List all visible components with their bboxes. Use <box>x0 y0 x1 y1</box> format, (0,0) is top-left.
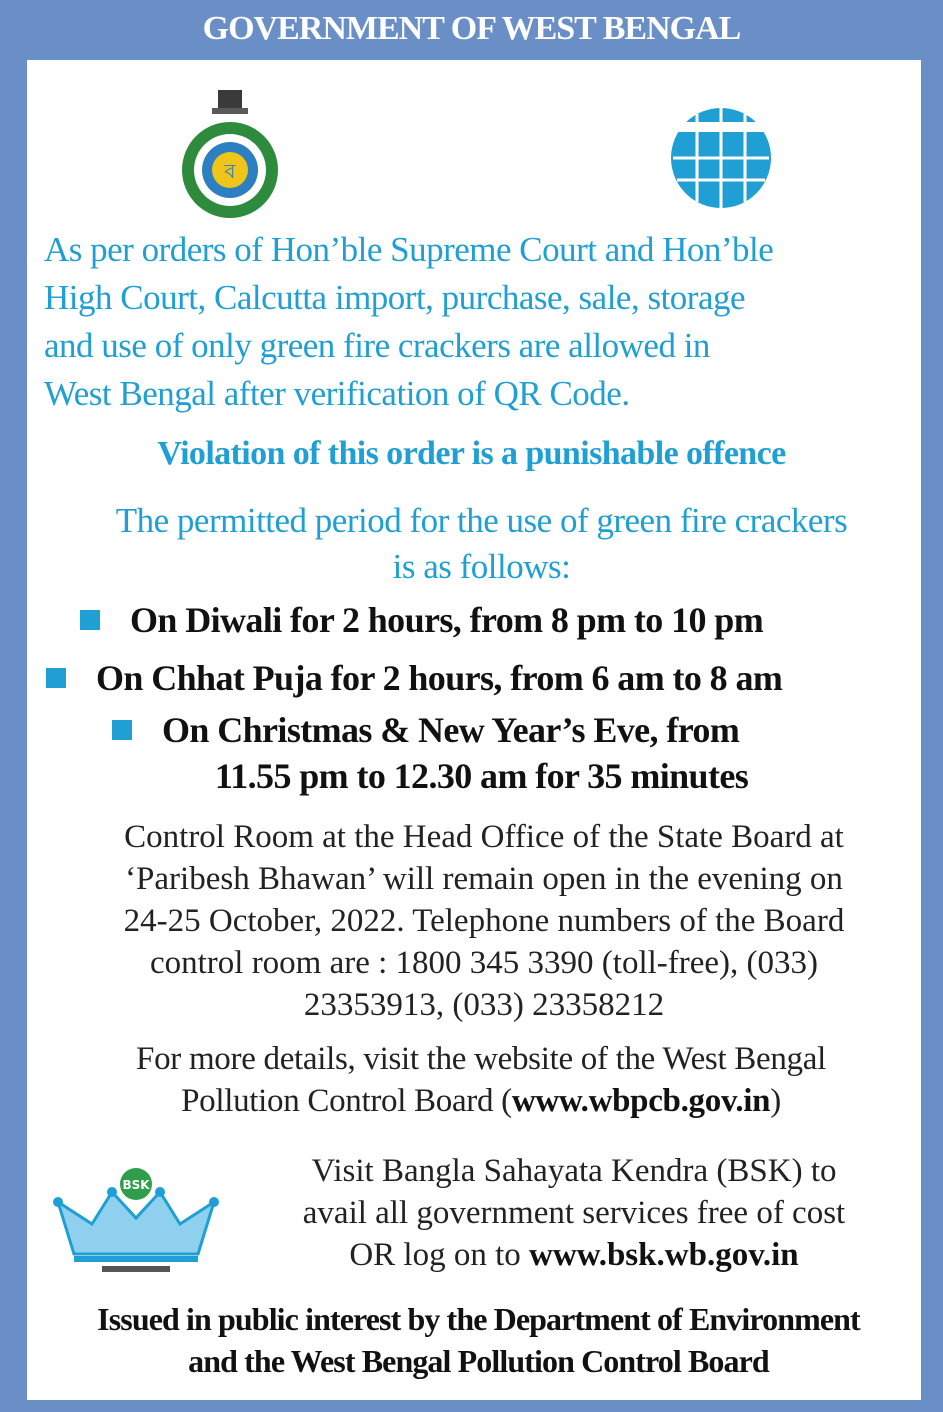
details-paragraph <box>0 1038 943 1122</box>
intro-paragraph <box>44 226 914 418</box>
bsk-line <box>248 1234 900 1276</box>
bullet-text: On Diwali for 2 hours, from 8 pm to 10 pm <box>130 600 764 640</box>
violation-notice: Violation of this order is a punishable offence <box>157 435 786 472</box>
west-bengal-emblem-icon <box>178 84 282 224</box>
bullet-text: On Christmas & New Year’s Eve, from <box>162 710 740 750</box>
control-line: 23353913, (033) 23358212 <box>303 987 665 1023</box>
header-title: GOVERNMENT OF WEST BENGAL <box>202 10 741 47</box>
issued-line: and the West Bengal Pollution Control Board <box>188 1343 769 1379</box>
square-bullet-icon <box>46 668 66 688</box>
period-line: The permitted period for the use of green fire crackers <box>115 501 848 540</box>
svg-text:ব: ব <box>224 159 236 183</box>
bullet-item-christmas-continued: 11.55 pm to 12.30 am for 35 minutes <box>214 756 749 796</box>
control-line: Control Room at the Head Office of the State Board at <box>124 819 844 855</box>
details-line <box>0 1080 943 1122</box>
details-line: For more details, visit the website of the West Bengal <box>136 1041 826 1077</box>
issued-line: Issued in public interest by the Department of Environment <box>97 1301 860 1337</box>
intro-line: and use of only green fire crackers are allowed in <box>44 326 710 365</box>
permitted-period-heading <box>0 498 943 590</box>
issued-by-footer <box>0 1298 943 1382</box>
square-bullet-icon <box>80 610 100 630</box>
bullet-text: On Chhat Puja for 2 hours, from 6 am to 8 am <box>96 658 783 698</box>
intro-line: As per orders of Hon’ble Supreme Court and Hon’ble <box>44 230 774 269</box>
bullet-item-diwali <box>80 596 763 644</box>
details-prefix: Pollution Control Board ( <box>181 1083 512 1119</box>
bsk-line: Visit Bangla Sahayata Kendra (BSK) to <box>311 1153 837 1189</box>
bsk-crown-icon <box>52 1162 220 1278</box>
period-line: is as follows: <box>392 547 571 586</box>
bullet-item-chhat-puja <box>46 654 782 702</box>
control-line: ‘Paribesh Bhawan’ will remain open in the evening on <box>125 861 843 897</box>
wbpcb-website-link[interactable]: www.wbpcb.gov.in <box>511 1083 771 1119</box>
bsk-line: avail all government services free of cost <box>302 1195 846 1231</box>
control-line: control room are : 1800 345 3390 (toll-free), (033) <box>149 945 819 981</box>
intro-line: West Bengal after verification of QR Code. <box>44 374 630 413</box>
bsk-website-link[interactable]: www.bsk.wb.gov.in <box>529 1237 799 1273</box>
bsk-paragraph <box>248 1150 900 1276</box>
intro-line: High Court, Calcutta import, purchase, sale, storage <box>44 278 746 317</box>
bsk-prefix: OR log on to <box>349 1237 530 1273</box>
control-room-paragraph <box>0 816 943 1026</box>
square-bullet-icon <box>112 720 132 740</box>
details-suffix: ) <box>770 1083 781 1119</box>
control-line: 24-25 October, 2022. Telephone numbers of the Board <box>123 903 845 939</box>
wbpcb-globe-icon <box>667 92 775 224</box>
bsk-badge-text: BSK <box>122 1178 150 1192</box>
bullet-item-christmas <box>112 706 739 754</box>
